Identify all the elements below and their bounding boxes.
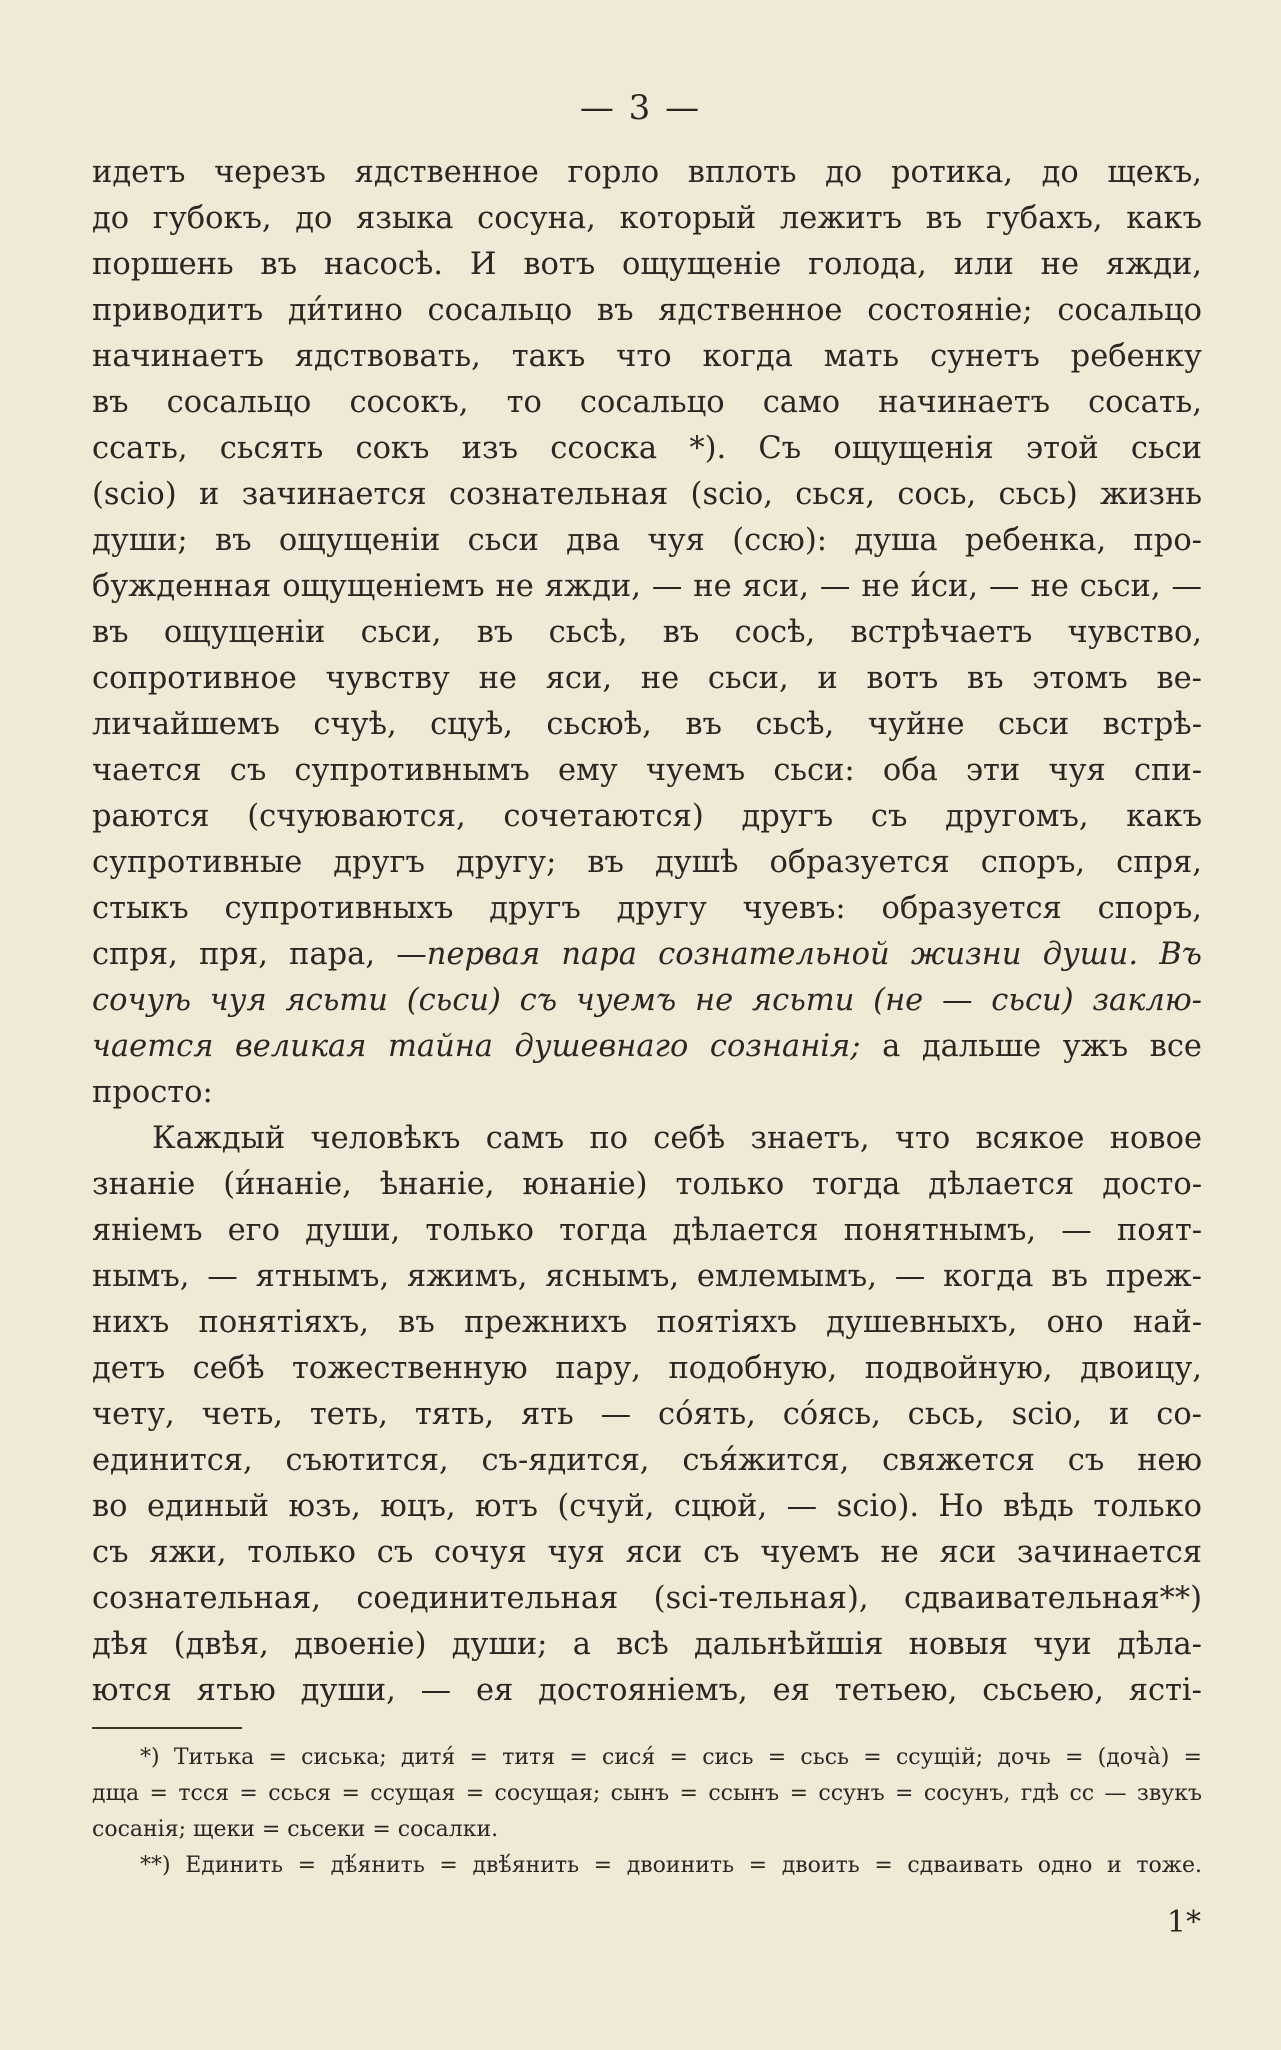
text-line: въ сосальцо сосокъ, то сосальцо само начинаетъ сосать, (92, 385, 1202, 420)
text-line: раются (счуюваются, сочетаются) другъ съ другомъ, какъ (92, 799, 1202, 834)
text-line (92, 932, 1202, 978)
italic-text: сочуѣ чуя ясьти (сьси) съ чуемъ не ясьти (не — сьси) заклю- (92, 983, 1202, 1018)
text-line: приводитъ ди́тино сосальцо въ ядственное состояніе; сосальцо (92, 293, 1202, 328)
text-line: нихъ понятіяхъ, въ прежнихъ поятіяхъ душевныхъ, оно най- (92, 1305, 1202, 1340)
signature-mark: 1* (1166, 1905, 1201, 1940)
text-line (92, 978, 1202, 1024)
text-line: сопротивное чувству не яси, не сьси, и вотъ въ этомъ ве- (92, 661, 1202, 696)
italic-text: первая пара сознательной жизни души. Въ (426, 937, 1202, 972)
text-line: стыкъ супротивныхъ другъ другу чуевъ: образуется споръ, (92, 891, 1202, 926)
plain-text: спря, пря, пара, — (92, 937, 427, 972)
text-line: чету, четь, теть, тять, ять — со́ять, со́ясь, сьсь, scio, и со- (92, 1397, 1202, 1432)
footnote-1-line: *) Титька = сиська; дитя́ = титя = сися́ = сись = сьсь = ссущій; дочь = (дочà) = (140, 1745, 1202, 1770)
body-text (92, 150, 1202, 1714)
plain-text: а дальше ужъ все (860, 1029, 1202, 1064)
footnote-1-line: дща = тсся = ссься = ссущая = сосущая; сынъ = ссынъ = ссунъ = сосунъ, гдѣ сс — звукъ (92, 1781, 1202, 1806)
text-line: сознательная, соединительная (sci-тельная), сдваивательная**) (92, 1581, 1202, 1616)
text-line: знаніе (и́наніе, ѣнаніе, юнаніе) только тогда дѣлается досто- (92, 1167, 1202, 1202)
text-line: въ ощущеніи сьси, въ сьсѣ, въ сосѣ, встрѣчаетъ чувство, (92, 615, 1202, 650)
text-line: ссать, сьсять сокъ изъ ссоска *). Съ ощущенія этой сьси (92, 431, 1202, 466)
footnote-2: **) Единить = дѣ́янить = двѣ́янить = двоинить = двоить = сдваивать одно и тоже. (140, 1853, 1202, 1878)
text-line: бужденная ощущеніемъ не яжди, — не яси, — не и́си, — не сьси, — (92, 569, 1202, 604)
text-line: во единый юзъ, юцъ, ютъ (счуй, сцюй, — scio). Но вѣдь только (92, 1489, 1202, 1524)
text-line: ются ятью души, — ея достояніемъ, ея тетьею, сьсьею, ясті- (92, 1673, 1202, 1708)
footnotes (92, 1740, 1202, 1884)
italic-text: чается великая тайна душевнаго сознанія; (92, 1029, 861, 1064)
text-line: личайшемъ счуѣ, сцуѣ, сьсюѣ, въ сьсѣ, чуйне сьси встрѣ- (92, 707, 1202, 742)
text-line: начинаетъ ядствовать, такъ что когда мать сунетъ ребенку (92, 339, 1202, 374)
page-number: — 3 — (579, 88, 702, 128)
text-line: детъ себѣ тожественную пару, подобную, подвойную, двоицу, (92, 1351, 1202, 1386)
paragraph-first-line: Каждый человѣкъ самъ по себѣ знаетъ, что всякое новое (152, 1121, 1202, 1156)
text-line: нымъ, — ятнымъ, яжимъ, яснымъ, емлемымъ, — когда въ преж- (92, 1259, 1202, 1294)
text-line: супротивные другъ другу; въ душѣ образуется споръ, спря, (92, 845, 1202, 880)
footnote-1-line: сосанія; щеки = сьсеки = сосалки. (92, 1817, 499, 1842)
text-line: поршень въ насосѣ. И вотъ ощущеніе голода, или не яжди, (92, 247, 1202, 282)
text-line: яніемъ его души, только тогда дѣлается понятнымъ, — поят- (92, 1213, 1202, 1248)
text-line: идетъ черезъ ядственное горло вплоть до ротика, до щекъ, (92, 155, 1202, 190)
text-line: души; въ ощущеніи сьси два чуя (ссю): душа ребенка, про- (92, 523, 1202, 558)
text-line: (scio) и зачинается сознательная (scio, сься, сось, сьсь) жизнь (92, 477, 1202, 512)
footnote-divider (92, 1727, 242, 1729)
text-line (92, 1024, 1202, 1070)
text-line: до губокъ, до языка сосуна, который лежитъ въ губахъ, какъ (92, 201, 1202, 236)
text-line: съ яжи, только съ сочуя чуя яси съ чуемъ не яси зачинается (92, 1535, 1202, 1570)
text-line: просто: (92, 1075, 213, 1110)
text-line: единится, съютится, съ-ядится, съя́жится, свяжется съ нею (92, 1443, 1202, 1478)
text-line: дѣя (двѣя, двоеніе) души; а всѣ дальнѣйшія новыя чуи дѣла- (92, 1627, 1202, 1662)
text-line: чается съ супротивнымъ ему чуемъ сьси: оба эти чуя спи- (92, 753, 1202, 788)
